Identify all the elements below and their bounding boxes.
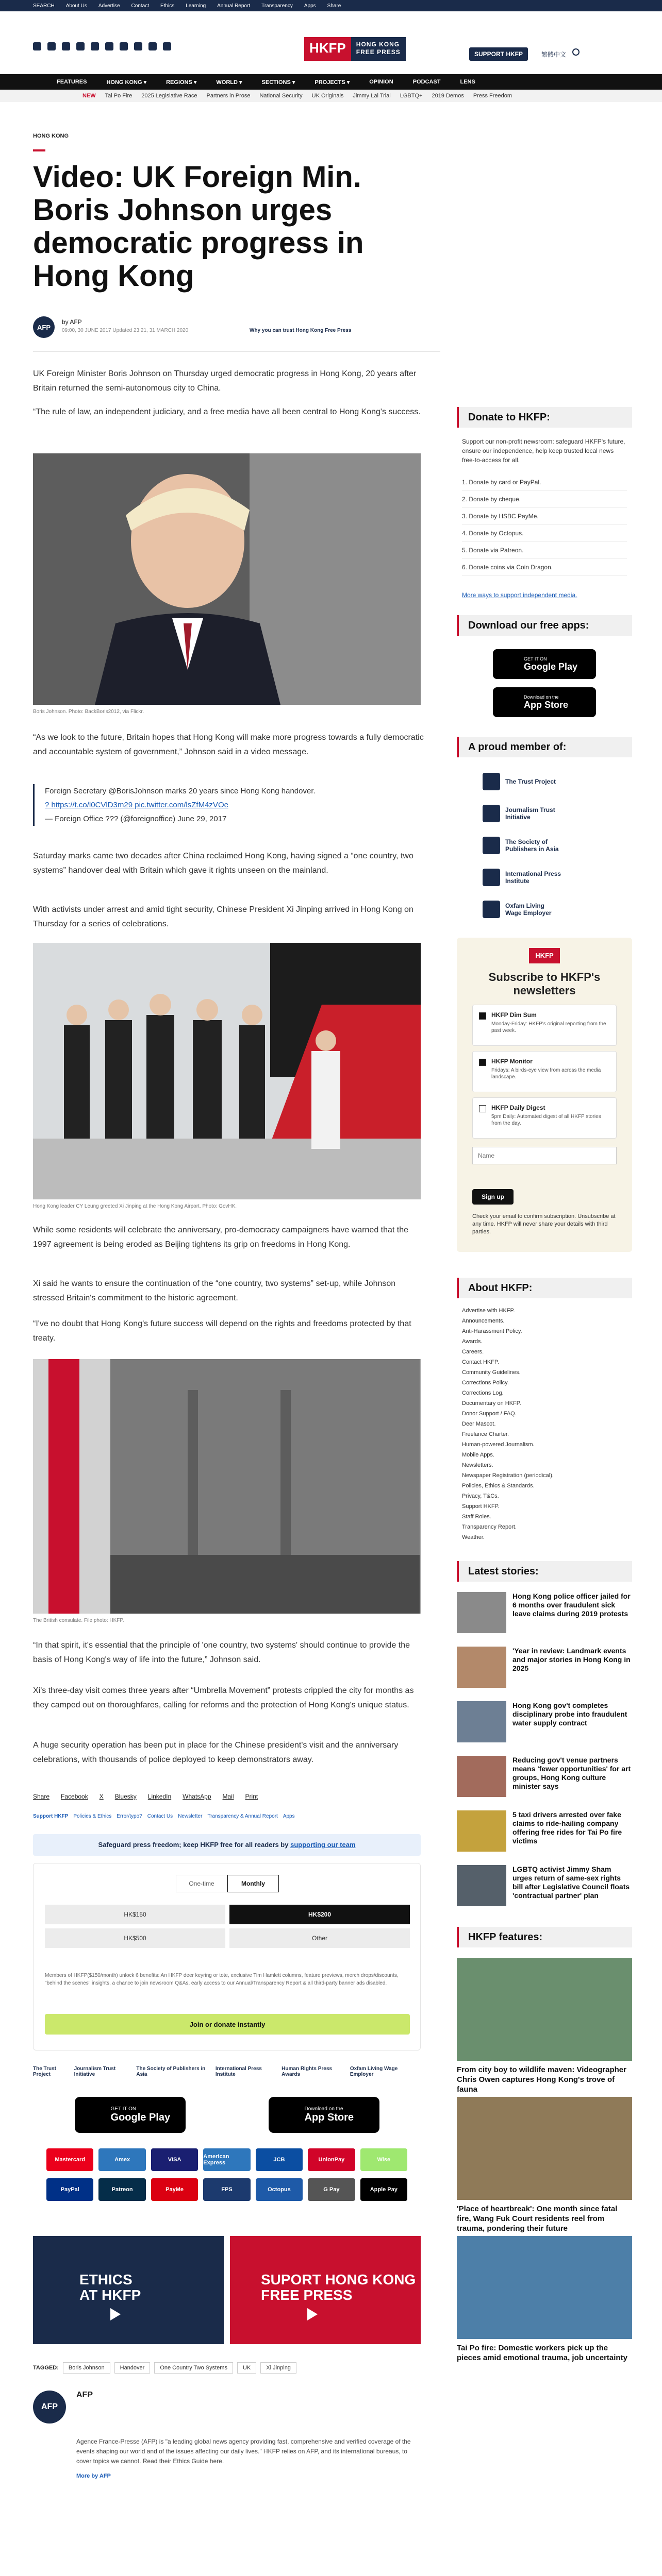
footer-link[interactable]: Error/typo?: [117, 1814, 142, 1819]
member-logo[interactable]: Journalism Trust Initiative: [74, 2066, 116, 2077]
main-nav: [0, 74, 662, 90]
app-store-badge[interactable]: [269, 2097, 379, 2133]
donate-method[interactable]: 3. Donate by HSBC PayMe.: [462, 508, 627, 525]
nav-podcast[interactable]: PODCAST: [412, 79, 441, 85]
share-print[interactable]: Print: [245, 1793, 258, 1800]
paragraph: Xi said he wants to ensure the continuation of the “one country, two systems” set-up, while Johnson stressed Britain's commitment to the historic agreement.: [33, 1279, 396, 1302]
tab-monthly[interactable]: Monthly: [227, 1875, 279, 1892]
tweet-link[interactable]: ? https://t.co/l0CVlD3m29 pic.twitter.com/lsZfM4zVOe: [45, 801, 228, 809]
about-link[interactable]: Anti-Harassment Policy.: [462, 1328, 522, 1334]
about-link[interactable]: Announcements.: [462, 1318, 505, 1324]
threads-icon[interactable]: [76, 42, 85, 50]
share-linkedin[interactable]: LinkedIn: [147, 1793, 172, 1800]
payment-method-logo: UnionPay: [308, 2148, 355, 2171]
byline-author[interactable]: by AFP: [62, 318, 82, 326]
tweet-text: Foreign Secretary @BorisJohnson marks 20 years since Hong Kong handover.: [45, 787, 316, 795]
logo-line-2: FREE PRESS: [356, 48, 401, 56]
utility-contact[interactable]: Contact: [131, 3, 149, 9]
payment-method-logo: Apple Pay: [360, 2178, 407, 2201]
byline-divider: [33, 351, 440, 352]
article-kicker[interactable]: HONG KONG: [33, 133, 69, 139]
member-name: International Press Institute: [505, 870, 561, 885]
newsletter-option-dim-sum[interactable]: [472, 1005, 617, 1046]
article-photo-xi: [33, 943, 421, 1199]
payment-method-logo: Patreon: [98, 2178, 145, 2201]
member-name: The Trust Project: [505, 778, 556, 785]
payment-method-logo: G Pay: [308, 2178, 355, 2201]
feature-story[interactable]: [457, 2236, 632, 2363]
utility-ethics[interactable]: Ethics: [160, 3, 175, 9]
social-links: [33, 42, 171, 50]
feature-image[interactable]: [457, 2097, 632, 2200]
newsletter-option-monitor[interactable]: [472, 1051, 617, 1092]
nav-sections[interactable]: SECTIONS ▾: [261, 79, 295, 86]
utility-apps[interactable]: Apps: [304, 3, 316, 9]
about-link[interactable]: Support HKFP.: [462, 1503, 500, 1510]
paragraph: Xi's three-day visit comes three years after “Umbrella Movement” protests crippled the city for months as they camped out on thoroughfares, calling for reforms and the protection of Hong Kong's unique status.: [33, 1686, 414, 1709]
about-link[interactable]: Contact HKFP.: [462, 1359, 499, 1365]
payment-method-logo: Amex: [98, 2148, 145, 2171]
tag-link[interactable]: Boris Johnson: [63, 2362, 110, 2374]
latest-story[interactable]: [457, 1592, 632, 1641]
paragraph: “In that spirit, it's essential that the principle of 'one country, two systems' should continue to provide the basis of Hong Kong's way of life into the future,” Johnson said.: [33, 1641, 410, 1664]
amount-option[interactable]: HK$150: [45, 1905, 225, 1924]
feature-story[interactable]: [457, 1958, 632, 2094]
sidebar-app-store[interactable]: [493, 687, 596, 717]
footer-link[interactable]: Policies & Ethics: [73, 1814, 112, 1819]
donate-method[interactable]: 1. Donate by card or PayPal.: [462, 474, 627, 491]
footer-link[interactable]: Support HKFP: [33, 1814, 69, 1819]
play-icon[interactable]: [307, 2308, 318, 2320]
photo-caption: Boris Johnson. Photo: BackBoris2012, via Flickr.: [33, 709, 144, 715]
donate-frequency-tabs: [176, 1875, 279, 1892]
payment-method-logo: Mastercard: [46, 2148, 93, 2171]
newsletter-note: Check your email to confirm subscription. Unsubscribe at any time. HKFP will never share your details with third parties.: [472, 1213, 616, 1235]
sidebar-features-heading: HKFP features:: [457, 1927, 632, 1947]
about-link[interactable]: Community Guidelines.: [462, 1369, 521, 1376]
nav-features[interactable]: FEATURES: [57, 79, 87, 85]
story-thumbnail[interactable]: [457, 1647, 506, 1688]
newsletter-signup: [457, 938, 632, 1252]
subnav-item[interactable]: Tai Po Fire: [105, 93, 133, 99]
photo-caption: Hong Kong leader CY Leung greeted Xi Jinping at the Hong Kong Airport. Photo: GovHK.: [33, 1204, 237, 1209]
newsletter-option-daily-digest[interactable]: [472, 1097, 617, 1139]
about-link[interactable]: Awards.: [462, 1338, 483, 1345]
sidebar-donate-text[interactable]: Support our non-profit newsroom: safeguard HKFP's future, ensure our independence, help keep trusted local news free-to-access for all.: [462, 438, 625, 464]
subnav-item[interactable]: 2025 Legislative Race: [141, 93, 197, 99]
paragraph: “I've no doubt that Hong Kong's future success will depend on the rights and freedoms protected by that treaty.: [33, 1319, 411, 1343]
sidebar-about-list: [462, 1306, 627, 1543]
donate-banner-link[interactable]: supporting our team: [290, 1841, 356, 1849]
telegram-icon[interactable]: [134, 42, 142, 50]
feature-image[interactable]: [457, 2236, 632, 2339]
about-link[interactable]: Human-powered Journalism.: [462, 1442, 535, 1448]
newsletter-logo: HKFP: [529, 948, 560, 963]
tag-link[interactable]: UK: [237, 2362, 256, 2374]
share-whatsapp[interactable]: WhatsApp: [183, 1793, 211, 1800]
payment-method-logo: Octopus: [256, 2178, 303, 2201]
play-icon[interactable]: [110, 2308, 121, 2320]
tweet-attribution[interactable]: — Foreign Office ??? (@foreignoffice) June 29, 2017: [45, 815, 227, 823]
feature-image[interactable]: [457, 1958, 632, 2061]
utility-learning[interactable]: Learning: [186, 3, 206, 9]
paragraph: While some residents will celebrate the anniversary, pro-democracy campaigners have warned that the 1997 agreement is being eroded as Beijing tightens its grip on freedoms in Hong Kong.: [33, 1226, 409, 1249]
subnav-item[interactable]: LGBTQ+: [400, 93, 423, 99]
article-photo-consulate: [33, 1359, 421, 1614]
story-thumbnail[interactable]: [457, 1592, 506, 1633]
trust-link[interactable]: Why you can trust Hong Kong Free Press: [250, 328, 352, 333]
newsletter-option-title: HKFP Monitor: [491, 1058, 533, 1065]
article-tags: [33, 2362, 296, 2374]
member-oxfam[interactable]: [483, 901, 562, 918]
member-ipi[interactable]: [483, 869, 562, 886]
x-icon[interactable]: [47, 42, 56, 50]
about-link[interactable]: Transparency Report.: [462, 1524, 517, 1530]
ipi-icon: [483, 869, 500, 886]
donate-widget: [33, 1863, 421, 2050]
paragraph: “The rule of law, an independent judiciary, and a free media have all been central to Hong Kong's success.: [33, 408, 421, 416]
photo-caption: The British consulate. File photo: HKFP.: [33, 1618, 124, 1623]
checkbox-checked[interactable]: [479, 1012, 486, 1020]
author-more-link[interactable]: More by AFP: [76, 2473, 111, 2479]
story-title[interactable]: Reducing gov't venue partners means 'fewer opportunities' for art groups, Hong Kong culture minister says: [512, 1756, 631, 1790]
author-box-avatar[interactable]: AFP: [33, 2391, 66, 2424]
app-store-badges: [33, 2097, 421, 2133]
ethics-promo-video[interactable]: [33, 2236, 224, 2344]
checkbox-checked[interactable]: [479, 1059, 486, 1066]
member-logo[interactable]: International Press Institute: [215, 2066, 262, 2077]
sidebar-member-heading: A proud member of:: [457, 737, 632, 757]
latest-story[interactable]: [457, 1756, 632, 1805]
about-link[interactable]: Advertise with HKFP.: [462, 1308, 515, 1314]
tag-link[interactable]: One Country Two Systems: [154, 2362, 233, 2374]
support-promo-video[interactable]: [230, 2236, 421, 2344]
about-link[interactable]: Newsletters.: [462, 1462, 493, 1468]
footer-link[interactable]: Transparency & Annual Report: [207, 1814, 278, 1819]
subnav-item[interactable]: 2019 Demos: [432, 93, 464, 99]
jti-icon: [483, 805, 500, 822]
donate-submit-button[interactable]: Join or donate instantly: [45, 2014, 410, 2035]
logo-line-1: HONG KONG: [356, 41, 400, 48]
byline: [33, 316, 440, 344]
google-play-name: Google Play: [524, 661, 578, 672]
latest-story[interactable]: [457, 1701, 632, 1751]
app-store-top: Download on the: [524, 694, 559, 700]
byline-date: 09:00, 30 JUNE 2017 Updated 23:21, 31 MARCH 2020: [62, 328, 189, 333]
share-bluesky[interactable]: Bluesky: [114, 1793, 137, 1800]
story-thumbnail[interactable]: [457, 1810, 506, 1852]
story-title[interactable]: 5 taxi drivers arrested over fake claims to ride-hailing company offering free rides for Tai Po fire victims: [512, 1810, 622, 1845]
paragraph: “As we look to the future, Britain hopes that Hong Kong will make more progress towards a fully democratic and accountable system of government,” Johnson said in a video message.: [33, 733, 424, 756]
sidebar-donate-list: [462, 474, 627, 576]
photo-consulate-illustration: [33, 1359, 421, 1614]
article-footer-links: [33, 1814, 295, 1819]
newsletter-title: Subscribe to HKFP's newsletters: [488, 971, 601, 997]
kicker-accent: [33, 149, 45, 151]
feature-title[interactable]: From city boy to wildlife maven: Videographer Chris Owen captures Hong Kong's trove of fauna: [457, 2065, 626, 2094]
bluesky-icon[interactable]: [91, 42, 99, 50]
member-logo[interactable]: Human Rights Press Awards: [282, 2066, 332, 2077]
first-name-input[interactable]: [472, 1147, 617, 1164]
youtube-icon[interactable]: [105, 42, 113, 50]
oxfam-icon: [483, 901, 500, 918]
facebook-icon[interactable]: [33, 42, 41, 50]
sidebar-about-heading: About HKFP:: [457, 1278, 632, 1298]
subnav-new-badge: NEW: [82, 93, 96, 99]
newsletter-option-title: HKFP Dim Sum: [491, 1011, 537, 1019]
promo-title: SUPORT HONG KONG FREE PRESS: [261, 2272, 416, 2303]
paragraph: A huge security operation has been put in place for the Chinese president's visit and the anniversary celebrations, with thousands of police deployed to keep demonstrators away.: [33, 1741, 399, 1764]
sub-nav: [0, 90, 662, 102]
tag-link[interactable]: Handover: [114, 2362, 151, 2374]
member-name: Oxfam Living Wage Employer: [505, 902, 552, 917]
utility-annual-report[interactable]: Annual Report: [217, 3, 251, 9]
logo-mark: HKFP: [304, 37, 351, 61]
sidebar-latest-heading: Latest stories:: [457, 1561, 632, 1582]
article-photo-johnson: [33, 453, 421, 705]
member-logo[interactable]: The Society of Publishers in Asia: [136, 2066, 206, 2077]
language-switch[interactable]: 繁體中文: [541, 51, 567, 58]
embedded-tweet: [33, 784, 415, 826]
instagram-icon[interactable]: [62, 42, 70, 50]
newsletter-signup-button[interactable]: Sign up: [472, 1189, 514, 1205]
tags-label: TAGGED:: [33, 2365, 59, 2371]
photo-xi-illustration: [33, 943, 421, 1199]
tag-link[interactable]: Xi Jinping: [260, 2362, 296, 2374]
nav-projects[interactable]: PROJECTS ▾: [315, 79, 350, 86]
amount-option[interactable]: HK$500: [45, 1928, 225, 1948]
story-thumbnail[interactable]: [457, 1865, 506, 1906]
about-link[interactable]: Mobile Apps.: [462, 1452, 494, 1458]
story-title[interactable]: 'Year in review: Landmark events and major stories in Hong Kong in 2025: [512, 1647, 631, 1672]
amount-option-other[interactable]: Other: [229, 1928, 410, 1948]
donate-method[interactable]: 4. Donate by Octopus.: [462, 525, 627, 542]
article-headline: Video: UK Foreign Min. Boris Johnson urges democratic progress in Hong Kong: [33, 160, 364, 293]
payment-method-logo: American Express: [203, 2148, 250, 2171]
story-title[interactable]: LGBTQ activist Jimmy Sham urges return of same-sex rights bill after Legislative Council floats 'contractual partner' plan: [512, 1865, 630, 1900]
share-facebook[interactable]: Facebook: [61, 1793, 88, 1800]
more-ways-link[interactable]: More ways to support independent media.: [462, 591, 577, 599]
google-play-top: GET IT ON: [110, 2106, 137, 2112]
about-link[interactable]: Careers.: [462, 1349, 484, 1355]
share-label: Share: [33, 1793, 50, 1800]
payment-method-logo: Wise: [360, 2148, 407, 2171]
newsletter-option-desc: 5pm Daily: Automated digest of all HKFP stories from the day.: [491, 1114, 601, 1126]
nav-world[interactable]: WORLD ▾: [216, 79, 242, 86]
google-play-top: GET IT ON: [524, 656, 547, 662]
site-logo[interactable]: [304, 37, 406, 61]
paragraph: UK Foreign Minister Boris Johnson on Thursday urged democratic progress in Hong Kong, 20 years after Britain returned the semi-autonomous city to China.: [33, 369, 417, 393]
latest-story[interactable]: [457, 1810, 632, 1860]
utility-share[interactable]: Share: [327, 3, 341, 9]
footer-link[interactable]: Contact Us: [147, 1814, 173, 1819]
feature-title[interactable]: 'Place of heartbreak': One month since fatal fire, Wang Fuk Court residents reel from trauma, pondering their future: [457, 2205, 618, 2233]
payment-method-logo: PayMe: [151, 2178, 198, 2201]
author-box: [33, 2391, 421, 2488]
share-mail[interactable]: Mail: [222, 1793, 234, 1800]
donate-banner-text: Safeguard press freedom; keep HKFP free for all readers by: [98, 1841, 291, 1849]
about-link[interactable]: Privacy, T&Cs.: [462, 1493, 499, 1499]
trust-project-icon: [483, 773, 500, 790]
promo-title: ETHICS AT HKFP: [79, 2272, 141, 2303]
newsletter-option-desc: Monday-Friday: HKFP's original reporting from the past week.: [491, 1021, 606, 1033]
author-box-bio: Agence France-Presse (AFP) is "a leading global news agency providing fast, comprehensive and verified coverage of the events shaping our world and of the issues affecting our daily lives." HKFP relies on AFP, and its international bureaus, to cover topics we cannot. Read their Ethics Guide here.: [76, 2438, 411, 2465]
app-store-name: App Store: [524, 699, 569, 710]
google-play-name: Google Play: [110, 2112, 171, 2123]
footer-link[interactable]: Apps: [283, 1814, 295, 1819]
donate-method[interactable]: 6. Donate coins via Coin Dragon.: [462, 559, 627, 576]
logo-text: [351, 37, 406, 61]
payment-method-logo: VISA: [151, 2148, 198, 2171]
feature-title[interactable]: Tai Po fire: Domestic workers pick up the pieces amid emotional trauma, job uncertainty: [457, 2344, 627, 2362]
about-link[interactable]: Staff Roles.: [462, 1514, 491, 1520]
support-hkfp-button[interactable]: SUPPORT HKFP: [469, 47, 528, 61]
subnav-item[interactable]: Jimmy Lai Trial: [353, 93, 391, 99]
payment-methods: [46, 2148, 407, 2201]
about-link[interactable]: Weather.: [462, 1534, 485, 1540]
subnav-item[interactable]: Press Freedom: [473, 93, 512, 99]
member-name: The Society of Publishers in Asia: [505, 838, 559, 853]
member-logo[interactable]: Oxfam Living Wage Employer: [350, 2066, 398, 2077]
utility-search[interactable]: SEARCH: [33, 3, 55, 9]
member-trust-project[interactable]: [483, 773, 562, 790]
photo-johnson-illustration: [33, 453, 421, 705]
author-box-name[interactable]: AFP: [76, 2391, 93, 2399]
about-link[interactable]: Donor Support / FAQ.: [462, 1411, 517, 1417]
donate-banner: [33, 1834, 421, 1856]
nav-lens[interactable]: LENS: [460, 79, 475, 85]
amount-option-selected[interactable]: HK$200: [229, 1905, 410, 1924]
donate-method[interactable]: 2. Donate by cheque.: [462, 491, 627, 508]
newsletter-option-desc: Fridays: A birds-eye view from across the media landscape.: [491, 1067, 601, 1080]
paragraph: Saturday marks came two decades after China reclaimed Hong Kong, having signed a “one country, two systems” handover deal with Britain which gave it rights unseen on the mainland.: [33, 852, 413, 875]
payment-method-logo: PayPal: [46, 2178, 93, 2201]
app-store-name: App Store: [304, 2112, 354, 2123]
sidebar-apps-heading: Download our free apps:: [457, 615, 632, 636]
sidebar-google-play[interactable]: [493, 649, 596, 679]
sopa-icon: [483, 837, 500, 854]
newsletter-option-title: HKFP Daily Digest: [491, 1104, 545, 1111]
membership-benefits: Members of HKFP($150/month) unlock 6 benefits: An HKFP deer keyring or tote, exclusive Tim Hamlett columns, feature previews, merch drops/discounts, "behind the scenes" insights, a chance to join newsroom Q&As, early access to our Annual/Transparency Report & all third-party banner ads disabled.: [45, 1973, 399, 1986]
member-jti[interactable]: [483, 805, 562, 822]
payment-method-logo: JCB: [256, 2148, 303, 2171]
about-link[interactable]: Deer Mascot.: [462, 1421, 496, 1427]
site-header: [0, 11, 662, 74]
about-link[interactable]: Corrections Log.: [462, 1390, 504, 1396]
subnav-item[interactable]: UK Originals: [311, 93, 344, 99]
utility-about[interactable]: About Us: [65, 3, 87, 9]
about-link[interactable]: Newspaper Registration (periodical).: [462, 1472, 554, 1479]
footer-link[interactable]: Newsletter: [178, 1814, 203, 1819]
latest-story[interactable]: [457, 1647, 632, 1696]
share-x[interactable]: X: [99, 1793, 104, 1800]
donate-amounts: [45, 1905, 410, 1948]
story-title[interactable]: Hong Kong police officer jailed for 6 months over fraudulent sick leave claims during 2019 protests: [512, 1592, 631, 1618]
member-logos: [33, 2066, 421, 2077]
google-play-badge[interactable]: [75, 2097, 186, 2133]
app-store-top: Download on the: [304, 2106, 343, 2112]
donate-method[interactable]: 5. Donate via Patreon.: [462, 542, 627, 559]
whatsapp-icon[interactable]: [148, 42, 157, 50]
subnav-item[interactable]: Partners in Prose: [206, 93, 251, 99]
nav-hong-kong[interactable]: HONG KONG ▾: [106, 79, 147, 86]
latest-story[interactable]: [457, 1865, 632, 1914]
about-link[interactable]: Corrections Policy.: [462, 1380, 509, 1386]
member-logo[interactable]: The Trust Project: [33, 2066, 57, 2077]
utility-transparency[interactable]: Transparency: [261, 3, 293, 9]
member-sopa[interactable]: [483, 837, 562, 854]
linkedin-icon[interactable]: [120, 42, 128, 50]
story-title[interactable]: Hong Kong gov't completes disciplinary probe into fraudulent water supply contract: [512, 1701, 627, 1727]
utility-advertise[interactable]: Advertise: [98, 3, 120, 9]
story-thumbnail[interactable]: [457, 1756, 506, 1797]
utility-bar: [0, 0, 662, 11]
paragraph: With activists under arrest and amid tight security, Chinese President Xi Jinping arrived in Hong Kong on Thursday for a series of celebrations.: [33, 905, 413, 928]
about-link[interactable]: Documentary on HKFP.: [462, 1400, 521, 1406]
about-link[interactable]: Freelance Charter.: [462, 1431, 509, 1437]
search-icon[interactable]: [572, 48, 580, 56]
sidebar-donate-heading: Donate to HKFP:: [457, 407, 632, 428]
member-name: Journalism Trust Initiative: [505, 806, 555, 821]
about-link[interactable]: Policies, Ethics & Standards.: [462, 1483, 535, 1489]
feature-story[interactable]: [457, 2097, 632, 2233]
share-row: [33, 1793, 258, 1800]
author-avatar[interactable]: AFP: [33, 316, 55, 338]
tab-one-time[interactable]: One-time: [176, 1875, 227, 1892]
rss-icon[interactable]: [163, 42, 171, 50]
story-thumbnail[interactable]: [457, 1701, 506, 1742]
nav-opinion[interactable]: OPINION: [369, 79, 393, 85]
nav-regions[interactable]: REGIONS ▾: [166, 79, 197, 86]
subnav-item[interactable]: National Security: [259, 93, 303, 99]
payment-method-logo: FPS: [203, 2178, 250, 2201]
checkbox-unchecked[interactable]: [479, 1105, 486, 1112]
